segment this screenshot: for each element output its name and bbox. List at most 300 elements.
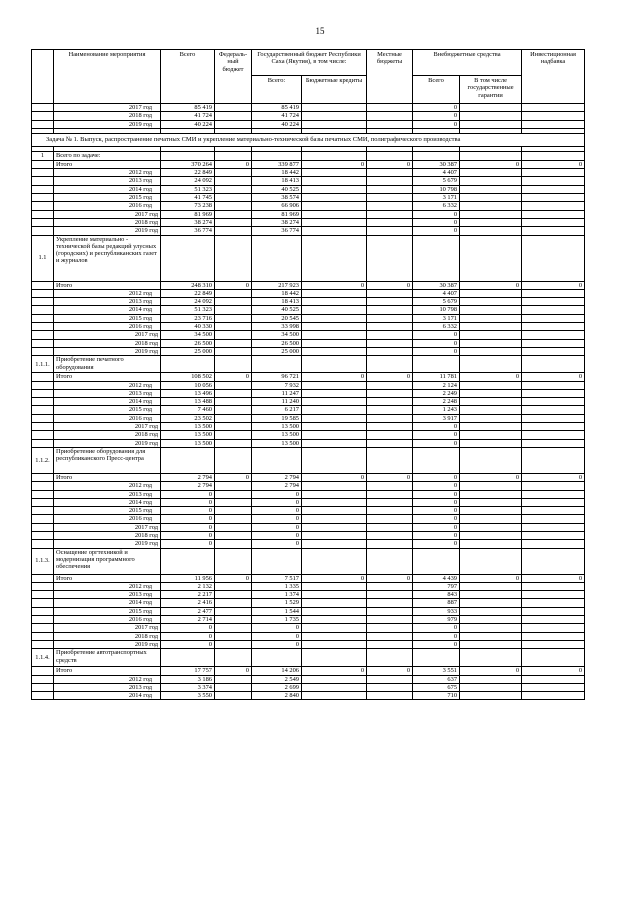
extra-value: 0 — [413, 531, 460, 539]
total-value: 13 500 — [161, 439, 215, 447]
state-value: 11 247 — [252, 389, 302, 397]
itogo-invest: 0 — [522, 667, 585, 675]
itogo-local: 0 — [367, 281, 413, 289]
total-value: 2 714 — [161, 616, 215, 624]
itogo-state: 2 794 — [252, 473, 302, 481]
state-value: 18 413 — [252, 177, 302, 185]
itogo-guarantee: 0 — [460, 160, 522, 168]
year-row — [32, 431, 585, 439]
year-label: 2017 год — [54, 331, 161, 339]
year-row — [32, 616, 585, 624]
itogo-total: 370 264 — [161, 160, 215, 168]
state-value: 7 932 — [252, 381, 302, 389]
itogo-label: Итого — [54, 574, 161, 582]
total-value: 22 849 — [161, 169, 215, 177]
extra-value: 797 — [413, 582, 460, 590]
total-value: 2 132 — [161, 582, 215, 590]
section-title: Укрепление материально - технической базы редакций улусных (городских) и республиканских газет и журналов — [54, 235, 161, 281]
year-label: 2012 год — [54, 582, 161, 590]
year-label: 2017 год — [54, 210, 161, 218]
year-row — [32, 632, 585, 640]
extra-value: 0 — [413, 339, 460, 347]
total-value: 23 502 — [161, 414, 215, 422]
year-label: 2016 год — [54, 414, 161, 422]
extra-value: 10 798 — [413, 306, 460, 314]
year-row — [32, 331, 585, 339]
itogo-federal: 0 — [215, 160, 252, 168]
extra-value: 4 407 — [413, 169, 460, 177]
section-title: Приобретение автотранспортных средств — [54, 649, 161, 667]
total-value: 0 — [161, 632, 215, 640]
itogo-extra: 0 — [413, 473, 460, 481]
year-label: 2013 год — [54, 298, 161, 306]
year-row — [32, 675, 585, 683]
header-local: Местные бюджеты — [367, 50, 413, 104]
itogo-guarantee: 0 — [460, 574, 522, 582]
state-value: 26 500 — [252, 339, 302, 347]
year-label: 2015 год — [54, 194, 161, 202]
extra-value: 0 — [413, 112, 460, 120]
state-value: 0 — [252, 632, 302, 640]
extra-value: 2 248 — [413, 398, 460, 406]
year-row — [32, 582, 585, 590]
total-value: 2 477 — [161, 607, 215, 615]
section-title-row — [32, 356, 585, 373]
itogo-extra: 11 781 — [413, 373, 460, 381]
itogo-credits: 0 — [302, 160, 367, 168]
itogo-state: 7 517 — [252, 574, 302, 582]
state-value: 2 840 — [252, 692, 302, 700]
total-value: 40 330 — [161, 323, 215, 331]
year-row — [32, 381, 585, 389]
section-code: 1.1 — [32, 235, 54, 281]
header-extra: Внебюджетные средства — [413, 50, 522, 76]
itogo-extra: 3 551 — [413, 667, 460, 675]
extra-value: 0 — [413, 507, 460, 515]
extra-value: 887 — [413, 599, 460, 607]
year-row — [32, 112, 585, 120]
year-label: 2013 год — [54, 177, 161, 185]
itogo-credits: 0 — [302, 473, 367, 481]
section-title-row — [32, 649, 585, 667]
itogo-row — [32, 160, 585, 168]
state-value: 0 — [252, 498, 302, 506]
section-title-row — [32, 151, 585, 160]
itogo-local: 0 — [367, 160, 413, 168]
total-value: 34 500 — [161, 331, 215, 339]
year-row — [32, 398, 585, 406]
state-value: 19 585 — [252, 414, 302, 422]
state-value: 0 — [252, 624, 302, 632]
itogo-guarantee: 0 — [460, 667, 522, 675]
year-row — [32, 439, 585, 447]
year-label: 2016 год — [54, 323, 161, 331]
year-label: 2013 год — [54, 683, 161, 691]
state-value: 2 794 — [252, 482, 302, 490]
itogo-label: Итого — [54, 281, 161, 289]
state-value: 0 — [252, 540, 302, 548]
extra-value: 6 332 — [413, 323, 460, 331]
year-label: 2017 год — [54, 423, 161, 431]
year-row — [32, 599, 585, 607]
state-value: 40 525 — [252, 306, 302, 314]
total-value: 0 — [161, 490, 215, 498]
extra-value: 0 — [413, 423, 460, 431]
extra-value: 2 249 — [413, 389, 460, 397]
year-row — [32, 314, 585, 322]
year-row — [32, 490, 585, 498]
extra-value: 933 — [413, 607, 460, 615]
extra-value: 0 — [413, 515, 460, 523]
year-label: 2016 год — [54, 515, 161, 523]
itogo-state: 217 923 — [252, 281, 302, 289]
state-value: 81 969 — [252, 210, 302, 218]
total-value: 51 323 — [161, 185, 215, 193]
state-value: 18 413 — [252, 298, 302, 306]
itogo-label: Итого — [54, 473, 161, 481]
year-row — [32, 202, 585, 210]
state-value: 13 500 — [252, 431, 302, 439]
year-row — [32, 218, 585, 226]
itogo-credits: 0 — [302, 667, 367, 675]
total-value: 51 323 — [161, 306, 215, 314]
year-row — [32, 194, 585, 202]
year-label: 2019 год — [54, 439, 161, 447]
total-value: 0 — [161, 507, 215, 515]
year-row — [32, 339, 585, 347]
extra-value: 3 171 — [413, 194, 460, 202]
total-value: 26 500 — [161, 339, 215, 347]
year-label: 2014 год — [54, 692, 161, 700]
state-value: 0 — [252, 515, 302, 523]
year-row — [32, 624, 585, 632]
total-value: 41 724 — [161, 112, 215, 120]
itogo-extra: 30 387 — [413, 160, 460, 168]
section-title: Приобретение печатного оборудования — [54, 356, 161, 373]
total-value: 0 — [161, 624, 215, 632]
total-value: 0 — [161, 515, 215, 523]
state-value: 0 — [252, 523, 302, 531]
year-label: 2013 год — [54, 490, 161, 498]
total-value: 38 274 — [161, 218, 215, 226]
section-code: 1.1.3. — [32, 548, 54, 574]
year-label: 2012 год — [54, 381, 161, 389]
itogo-local: 0 — [367, 574, 413, 582]
year-row — [32, 423, 585, 431]
year-label: 2019 год — [54, 640, 161, 648]
extra-value: 10 798 — [413, 185, 460, 193]
total-value: 13 500 — [161, 423, 215, 431]
year-label: 2012 год — [54, 482, 161, 490]
year-row — [32, 389, 585, 397]
year-label: 2014 год — [54, 599, 161, 607]
extra-value: 1 243 — [413, 406, 460, 414]
state-value: 1 374 — [252, 591, 302, 599]
header-row-1 — [32, 50, 585, 76]
itogo-federal: 0 — [215, 281, 252, 289]
state-value: 1 735 — [252, 616, 302, 624]
itogo-invest: 0 — [522, 574, 585, 582]
total-value: 25 000 — [161, 347, 215, 355]
state-value: 38 574 — [252, 194, 302, 202]
total-value: 0 — [161, 640, 215, 648]
total-value: 13 488 — [161, 398, 215, 406]
state-value: 36 774 — [252, 227, 302, 235]
total-value: 3 186 — [161, 675, 215, 683]
itogo-invest: 0 — [522, 473, 585, 481]
header-invest: Инвестиционная надбавка — [522, 50, 585, 104]
total-value: 85 419 — [161, 104, 215, 112]
extra-value: 0 — [413, 632, 460, 640]
year-label: 2015 год — [54, 507, 161, 515]
section-title: Приобретение оборудования для республиканского Пресс-центра — [54, 447, 161, 473]
state-value: 40 525 — [252, 185, 302, 193]
extra-value: 710 — [413, 692, 460, 700]
itogo-row — [32, 281, 585, 289]
year-row — [32, 531, 585, 539]
total-value: 40 224 — [161, 120, 215, 128]
itogo-local: 0 — [367, 667, 413, 675]
total-value: 36 774 — [161, 227, 215, 235]
itogo-extra: 4 439 — [413, 574, 460, 582]
year-label: 2016 год — [54, 202, 161, 210]
year-row — [32, 298, 585, 306]
year-label: 2014 год — [54, 498, 161, 506]
itogo-row — [32, 473, 585, 481]
year-row — [32, 104, 585, 112]
total-value: 3 550 — [161, 692, 215, 700]
year-label: 2017 год — [54, 624, 161, 632]
year-row — [32, 323, 585, 331]
year-label: 2019 год — [54, 227, 161, 235]
header-federal: Федераль-ный бюджет — [215, 50, 252, 104]
itogo-guarantee: 0 — [460, 473, 522, 481]
extra-value: 0 — [413, 439, 460, 447]
extra-value: 4 407 — [413, 289, 460, 297]
state-value: 25 000 — [252, 347, 302, 355]
section-title: Оснащение оргтехникой и модернизация программного обеспечения — [54, 548, 161, 574]
extra-value: 0 — [413, 347, 460, 355]
section-title-row — [32, 548, 585, 574]
extra-value: 0 — [413, 482, 460, 490]
state-value: 6 217 — [252, 406, 302, 414]
year-row — [32, 640, 585, 648]
state-value: 33 998 — [252, 323, 302, 331]
extra-value: 3 171 — [413, 314, 460, 322]
extra-value: 0 — [413, 490, 460, 498]
itogo-invest: 0 — [522, 281, 585, 289]
extra-value: 0 — [413, 640, 460, 648]
itogo-state: 14 206 — [252, 667, 302, 675]
year-label: 2018 год — [54, 218, 161, 226]
year-label: 2012 год — [54, 289, 161, 297]
year-label: 2018 год — [54, 112, 161, 120]
extra-value: 675 — [413, 683, 460, 691]
year-row — [32, 482, 585, 490]
itogo-credits: 0 — [302, 373, 367, 381]
year-row — [32, 306, 585, 314]
year-label: 2015 год — [54, 607, 161, 615]
section-title: Всего по задаче: — [54, 151, 161, 160]
extra-value: 0 — [413, 218, 460, 226]
itogo-row — [32, 373, 585, 381]
year-label: 2013 год — [54, 389, 161, 397]
itogo-label: Итого — [54, 373, 161, 381]
state-value: 18 442 — [252, 289, 302, 297]
header-name: Наименование мероприятия — [54, 50, 161, 104]
state-value: 0 — [252, 507, 302, 515]
extra-value: 637 — [413, 675, 460, 683]
total-value: 7 460 — [161, 406, 215, 414]
state-value: 13 500 — [252, 439, 302, 447]
itogo-guarantee: 0 — [460, 281, 522, 289]
year-label: 2018 год — [54, 632, 161, 640]
extra-value: 0 — [413, 523, 460, 531]
state-value: 2 549 — [252, 675, 302, 683]
itogo-local: 0 — [367, 373, 413, 381]
year-label: 2019 год — [54, 120, 161, 128]
state-value: 2 699 — [252, 683, 302, 691]
state-value: 85 419 — [252, 104, 302, 112]
itogo-state: 96 721 — [252, 373, 302, 381]
extra-value: 0 — [413, 431, 460, 439]
total-value: 2 217 — [161, 591, 215, 599]
extra-value: 0 — [413, 498, 460, 506]
itogo-credits: 0 — [302, 281, 367, 289]
task-title: Задача № 1. Выпуск, распространение печатных СМИ и укрепление материально-технической базы печатных СМИ, полиграфического производства — [32, 133, 585, 146]
extra-value: 0 — [413, 104, 460, 112]
section-title-row — [32, 447, 585, 473]
total-value: 24 092 — [161, 177, 215, 185]
extra-value: 5 679 — [413, 177, 460, 185]
year-label: 2012 год — [54, 675, 161, 683]
year-row — [32, 683, 585, 691]
year-row — [32, 507, 585, 515]
year-row — [32, 515, 585, 523]
section-code: 1.1.1. — [32, 356, 54, 373]
state-value: 13 500 — [252, 423, 302, 431]
year-row — [32, 540, 585, 548]
total-value: 0 — [161, 540, 215, 548]
itogo-credits: 0 — [302, 574, 367, 582]
year-row — [32, 523, 585, 531]
extra-value: 3 917 — [413, 414, 460, 422]
section-code: 1 — [32, 151, 54, 160]
total-value: 0 — [161, 498, 215, 506]
extra-value: 6 332 — [413, 202, 460, 210]
total-value: 13 500 — [161, 431, 215, 439]
extra-value: 0 — [413, 120, 460, 128]
extra-value: 0 — [413, 210, 460, 218]
state-value: 1 544 — [252, 607, 302, 615]
extra-value: 0 — [413, 227, 460, 235]
task-title-row — [32, 133, 585, 146]
year-label: 2012 год — [54, 169, 161, 177]
header-state-credits: Бюджетные кредиты — [302, 76, 367, 104]
state-value: 66 906 — [252, 202, 302, 210]
year-label: 2019 год — [54, 347, 161, 355]
year-label: 2015 год — [54, 314, 161, 322]
extra-value: 843 — [413, 591, 460, 599]
year-row — [32, 591, 585, 599]
year-row — [32, 347, 585, 355]
year-row — [32, 120, 585, 128]
state-value: 20 545 — [252, 314, 302, 322]
state-value: 1 529 — [252, 599, 302, 607]
state-value: 1 335 — [252, 582, 302, 590]
itogo-row — [32, 574, 585, 582]
itogo-total: 108 502 — [161, 373, 215, 381]
total-value: 3 374 — [161, 683, 215, 691]
itogo-federal: 0 — [215, 574, 252, 582]
state-value: 18 442 — [252, 169, 302, 177]
state-value: 11 240 — [252, 398, 302, 406]
total-value: 10 056 — [161, 381, 215, 389]
extra-value: 0 — [413, 331, 460, 339]
total-value: 24 092 — [161, 298, 215, 306]
section-code: 1.1.2. — [32, 447, 54, 473]
header-state-total: Всего: — [252, 76, 302, 104]
total-value: 73 238 — [161, 202, 215, 210]
itogo-invest: 0 — [522, 160, 585, 168]
year-label: 2014 год — [54, 398, 161, 406]
budget-table — [31, 49, 585, 700]
state-value: 0 — [252, 640, 302, 648]
itogo-state: 339 877 — [252, 160, 302, 168]
total-value: 23 716 — [161, 314, 215, 322]
year-row — [32, 414, 585, 422]
itogo-label: Итого — [54, 667, 161, 675]
total-value: 22 849 — [161, 289, 215, 297]
state-value: 41 724 — [252, 112, 302, 120]
extra-value: 0 — [413, 624, 460, 632]
itogo-total: 248 310 — [161, 281, 215, 289]
state-value: 0 — [252, 531, 302, 539]
year-row — [32, 185, 585, 193]
year-label: 2017 год — [54, 104, 161, 112]
itogo-invest: 0 — [522, 373, 585, 381]
itogo-guarantee: 0 — [460, 373, 522, 381]
itogo-extra: 30 387 — [413, 281, 460, 289]
year-label: 2014 год — [54, 185, 161, 193]
year-label: 2013 год — [54, 591, 161, 599]
total-value: 81 969 — [161, 210, 215, 218]
header-extra-total: Всего — [413, 76, 460, 104]
year-row — [32, 169, 585, 177]
itogo-row — [32, 667, 585, 675]
itogo-federal: 0 — [215, 473, 252, 481]
total-value: 2 794 — [161, 482, 215, 490]
year-row — [32, 406, 585, 414]
year-label: 2018 год — [54, 339, 161, 347]
year-row — [32, 177, 585, 185]
header-total: Всего — [161, 50, 215, 104]
year-label: 2019 год — [54, 540, 161, 548]
total-value: 41 745 — [161, 194, 215, 202]
year-label: 2015 год — [54, 406, 161, 414]
year-row — [32, 692, 585, 700]
state-value: 34 500 — [252, 331, 302, 339]
itogo-federal: 0 — [215, 373, 252, 381]
extra-value: 0 — [413, 540, 460, 548]
year-row — [32, 607, 585, 615]
total-value: 13 496 — [161, 389, 215, 397]
itogo-federal: 0 — [215, 667, 252, 675]
itogo-total: 17 757 — [161, 667, 215, 675]
total-value: 0 — [161, 531, 215, 539]
extra-value: 979 — [413, 616, 460, 624]
total-value: 2 416 — [161, 599, 215, 607]
